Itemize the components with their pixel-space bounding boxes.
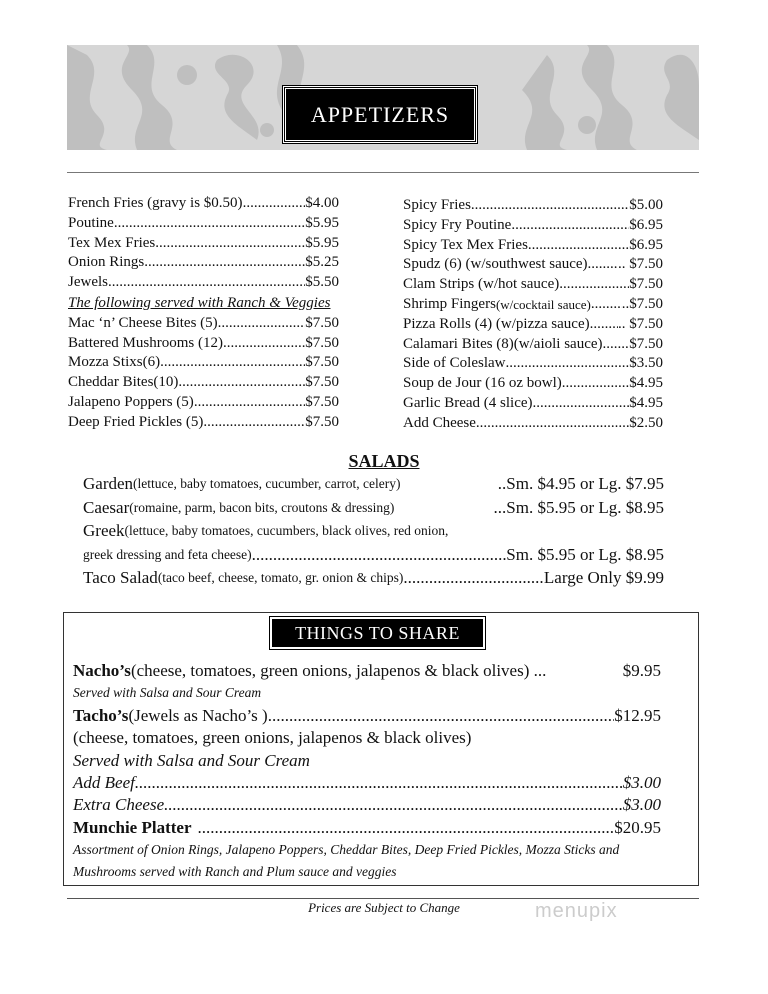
share-title: THINGS TO SHARE	[270, 617, 485, 649]
menu-item: Mozza Stixs(6) ..... $7.50	[68, 353, 339, 373]
divider	[67, 172, 699, 173]
salads-title: SALADS	[348, 451, 420, 471]
share-item-nachos: Nacho’s (cheese, tomatoes, green onions, jalapenos & black olives) ... $9.95	[73, 661, 661, 680]
menupix-watermark: menupix	[535, 900, 618, 922]
salad-item: Greek (lettuce, baby tomatoes, cucumbers, black olives, red onion,	[83, 521, 449, 540]
appetizers-title: APPETIZERS	[283, 86, 477, 143]
salad-item: Garden (lettuce, baby tomatoes, cucumber, carrot, celery) ..Sm. $4.95 or Lg. $7.95	[83, 474, 664, 493]
tachos-note: Served with Salsa and Sour Cream	[73, 750, 310, 770]
menu-item: Battered Mushrooms (12) ..... $7.50	[68, 334, 339, 354]
menu-item: Side of Coleslaw ..... $3.50	[403, 354, 663, 374]
add-beef: Add Beef ..... $3.00	[73, 772, 661, 794]
menu-item: Jewels ..... $5.50	[68, 273, 339, 293]
nachos-note: Served with Salsa and Sour Cream	[73, 685, 262, 701]
menu-item: Spicy Fries ..... $5.00	[403, 196, 663, 216]
menu-item: Cheddar Bites(10) ..... $7.50	[68, 373, 339, 393]
menu-item: French Fries (gravy is $0.50) ..... $4.00	[68, 194, 339, 214]
menu-item: Spudz (6) (w/southwest sauce) ..... .. $7.50	[403, 255, 663, 275]
menu-item: Calamari Bites (8)(w/aioli sauce) ..... $7.50	[403, 335, 663, 355]
menu-item: Jalapeno Poppers (5) ..... $7.50	[68, 393, 339, 413]
salad-item: Taco Salad (taco beef, cheese, tomato, gr. onion & chips) ..... Large Only $9.99	[83, 566, 664, 590]
munchie-note: Assortment of Onion Rings, Jalapeno Poppers, Cheddar Bites, Deep Fried Pickles, Mozza Sticks and Mushrooms served with Ranch and Plum sauce and veggies	[73, 842, 620, 880]
menu-item: Tex Mex Fries ..... $5.95	[68, 234, 339, 254]
salads-list	[83, 472, 664, 590]
menu-item: Shrimp Fingers (w/cocktail sauce) ..... ..$7.50	[403, 295, 663, 315]
appetizers-right-column	[403, 196, 663, 434]
menu-item: Spicy Fry Poutine ..... $6.95	[403, 216, 663, 236]
appetizers-left-column	[68, 194, 339, 433]
footer-divider	[67, 898, 699, 899]
menu-item: Mac ‘n’ Cheese Bites (5) ..... $7.50	[68, 314, 339, 334]
menu-item: Pizza Rolls (4) (w/pizza sauce) ..... .. $7.50	[403, 315, 663, 335]
menu-item: Clam Strips (w/hot sauce) ..... $7.50	[403, 275, 663, 295]
salad-item: greek dressing and feta cheese) ..... Sm. $5.95 or Lg. $8.95	[83, 543, 664, 567]
extra-cheese: Extra Cheese ..... $3.00	[73, 794, 661, 816]
ranch-note: The following served with Ranch & Veggies	[68, 294, 331, 311]
share-item-munchie: Munchie Platter ..... $20.95	[73, 817, 661, 839]
tachos-line2: (cheese, tomatoes, green onions, jalapenos & black olives)	[73, 728, 472, 748]
menu-item: Poutine ..... $5.95	[68, 214, 339, 234]
menu-item: Spicy Tex Mex Fries ..... $6.95	[403, 236, 663, 256]
price-note: Prices are Subject to Change	[308, 900, 460, 915]
share-item-tachos: Tacho’s (Jewels as Nacho’s ) ..... $12.95	[73, 705, 661, 727]
menu-item: Garlic Bread (4 slice) ..... $4.95	[403, 394, 663, 414]
menu-item: Soup de Jour (16 oz bowl) ..... $4.95	[403, 374, 663, 394]
salad-item: Caesar (romaine, parm, bacon bits, croutons & dressing) ...Sm. $5.95 or Lg. $8.95	[83, 497, 664, 517]
share-list	[73, 660, 661, 883]
menu-item: Deep Fried Pickles (5) ..... $7.50	[68, 413, 339, 433]
menu-item: Onion Rings ..... $5.25	[68, 253, 339, 273]
menu-item: Add Cheese ..... $2.50	[403, 414, 663, 434]
